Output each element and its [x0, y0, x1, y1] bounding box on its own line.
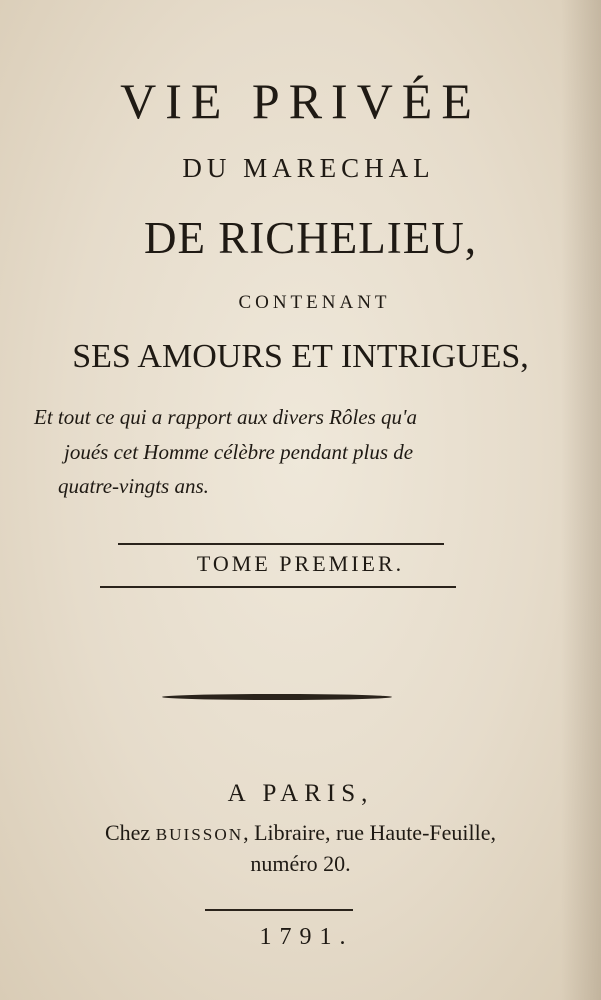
title-line-de-richelieu: DE RICHELIEU,	[144, 213, 477, 263]
title-line-contenant: CONTENANT	[238, 292, 391, 313]
subtitle-line-3: quatre-vingts ans.	[58, 474, 209, 498]
year-rule	[205, 909, 353, 911]
imprint-place: A PARIS,	[227, 780, 374, 807]
subtitle-line-1: Et tout ce qui a rapport aux divers Rôles qu'a	[34, 405, 418, 429]
ornamental-rule	[162, 694, 392, 700]
volume-top-rule	[118, 543, 444, 545]
imprint-year: 1791.	[259, 924, 354, 950]
volume-bottom-rule	[100, 586, 456, 588]
title-line-ses-amours: SES AMOURS ET INTRIGUES,	[72, 338, 529, 375]
publisher-prefix: Chez	[104, 820, 151, 845]
imprint-publisher	[0, 820, 601, 846]
publisher-name: BUISSON	[155, 825, 244, 844]
volume-label: TOME PREMIER.	[196, 551, 405, 576]
title-line-du-marechal: DU MARECHAL	[182, 153, 435, 183]
title-line-vie-privee: VIE PRIVÉE	[120, 73, 481, 129]
subtitle-line-2: joués cet Homme célèbre pendant plus de	[64, 440, 414, 464]
publisher-suffix: , Libraire, rue Haute-Feuille,	[243, 820, 497, 845]
page-edge-shadow	[561, 0, 601, 1000]
imprint-address-number: numéro 20.	[250, 851, 351, 876]
